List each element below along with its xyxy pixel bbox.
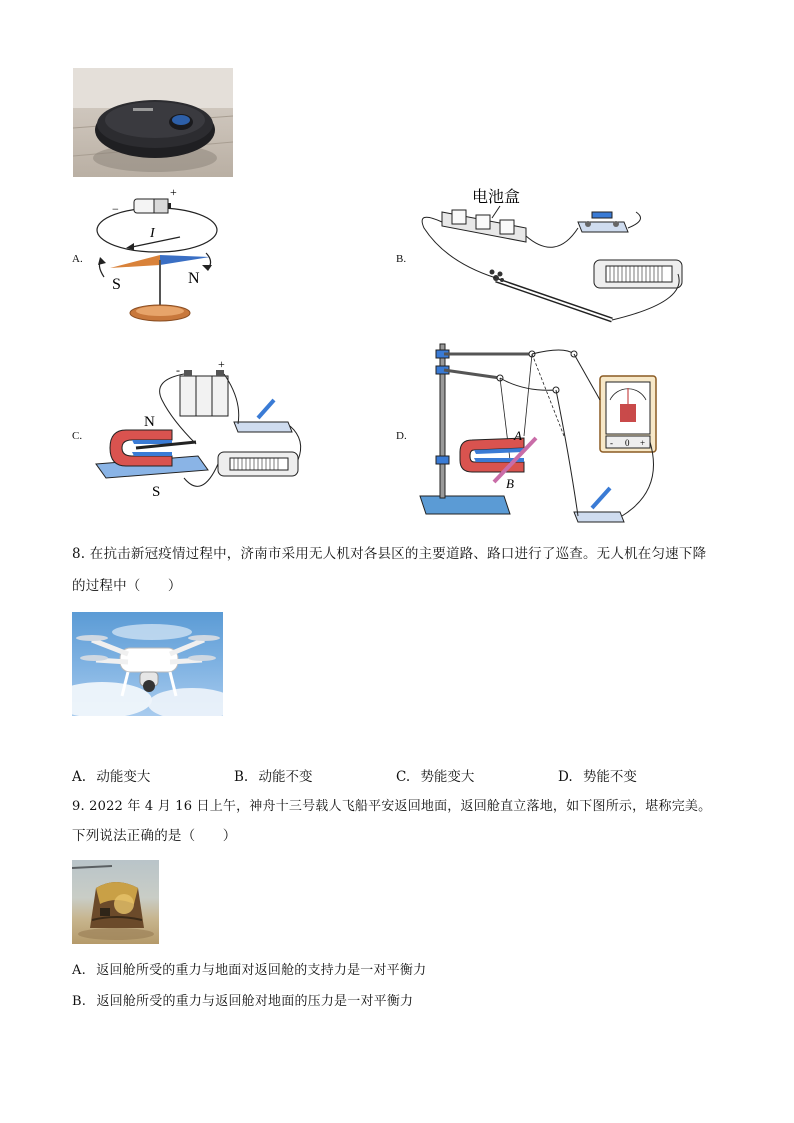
q9-option-a-key: A. [72, 963, 86, 978]
q9-option-a-text: 返回舱所受的重力与地面对返回舱的支持力是一对平衡力 [96, 963, 427, 978]
d-point-b-label: B [506, 476, 514, 491]
q9-option-b[interactable] [72, 988, 413, 1016]
c-south-label: S [152, 484, 161, 500]
q9-option-b-text: 返回舱所受的重力与返回舱对地面的压力是一对平衡力 [96, 994, 414, 1009]
q8-option-b[interactable] [234, 765, 313, 785]
q8-option-a[interactable] [72, 765, 150, 785]
q8-option-b-key: B. [234, 769, 249, 785]
q8-option-b-text: 动能不变 [258, 769, 313, 785]
a-minus-sign: − [112, 202, 119, 216]
q8-option-c-key: C. [396, 769, 411, 785]
d-meter-plus: + [640, 438, 646, 448]
c-north-label: N [144, 414, 155, 430]
diagram-b-induction-circuit [416, 182, 686, 332]
a-current-label: I [150, 226, 155, 241]
diagram-c-motor-circuit [92, 360, 312, 510]
q8-option-a-text: 动能变大 [96, 769, 151, 785]
option-a-label: A. [72, 253, 83, 265]
d-point-a-label: A [514, 428, 522, 443]
q8-option-c[interactable] [396, 765, 474, 785]
a-south-label: S [112, 276, 121, 293]
capsule-photo [72, 860, 159, 944]
question-8-line-1: 8. 在抗击新冠疫情过程中，济南市采用无人机对各县区的主要道路、路口进行了巡查。无人机在匀速下降 [72, 546, 707, 562]
q9-option-b-key: B. [72, 994, 87, 1009]
question-9-line-2: 下列说法正确的是（ ） [72, 828, 237, 844]
d-meter-minus: - [610, 438, 613, 448]
c-minus-sign: - [176, 363, 180, 377]
q8-option-a-key: A. [72, 769, 87, 785]
option-d-label: D. [396, 430, 407, 442]
question-8-line-2: 的过程中（ ） [72, 578, 182, 594]
diagram-d-galvanometer-circuit [414, 340, 664, 530]
option-b-label: B. [396, 253, 407, 265]
diagram-a-compass-current [92, 185, 222, 325]
q8-option-c-text: 势能变大 [420, 769, 475, 785]
c-plus-sign: + [218, 360, 225, 371]
q8-option-d-text: 势能不变 [582, 769, 637, 785]
option-c-label: C. [72, 430, 83, 442]
q8-option-d-key: D. [558, 769, 573, 785]
q9-option-a[interactable] [72, 957, 426, 985]
question-9-line-1: 9. 2022 年 4 月 16 日上午，神舟十三号载人飞船平安返回地面，返回舱直立落地，如下图所示，堪称完美。 [72, 799, 712, 814]
drone-photo [72, 612, 223, 716]
robot-vacuum-photo [73, 68, 233, 177]
d-meter-zero: 0 [625, 438, 630, 448]
a-plus-sign: + [170, 185, 177, 199]
q8-option-d[interactable] [558, 765, 637, 785]
b-battery-box-label: 电池盒 [472, 189, 521, 206]
a-north-label: N [188, 270, 200, 287]
